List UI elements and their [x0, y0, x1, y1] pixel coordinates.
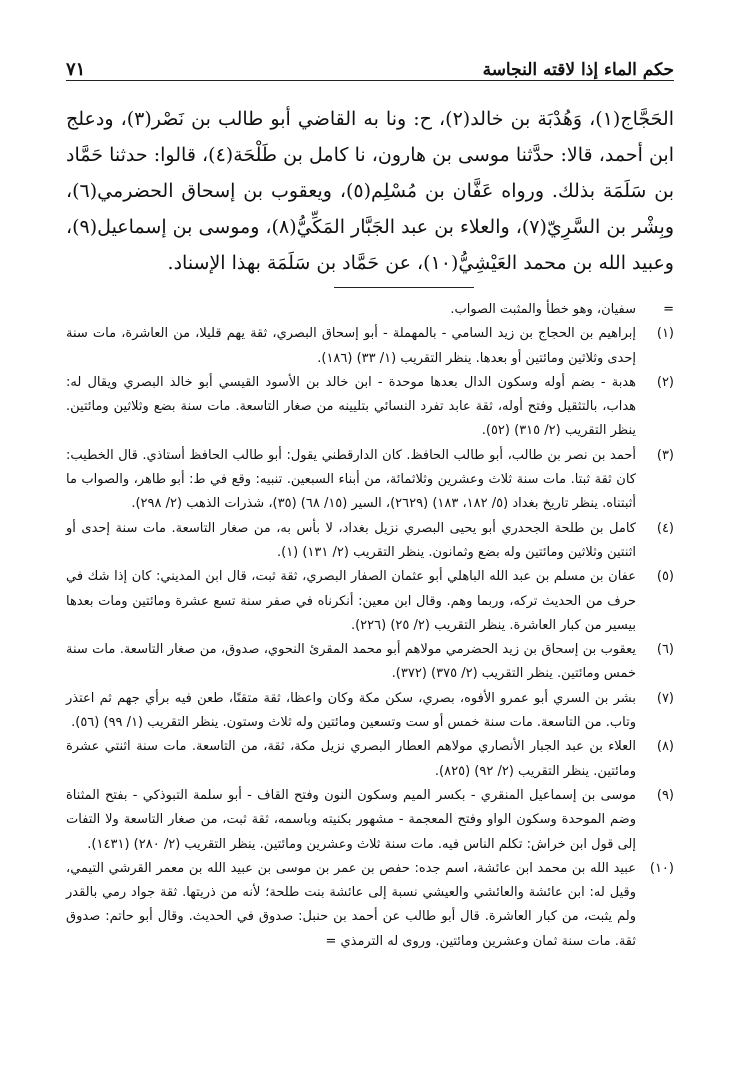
footnote-text: العلاء بن عبد الجبار الأنصاري مولاهم العطار البصري نزيل مكة، ثقة، من التاسعة. مات سنة اثنتي عشرة ومائتين. ينظر التقريب (٢/ ٩٢) (٨٢٥). [66, 739, 636, 779]
page-number: ٧١ [66, 59, 86, 80]
footnote-text: أحمد بن نصر بن طالب، أبو طالب الحافظ. كان الدارقطني يقول: أبو طالب الحافظ أستاذي. قال الخطيب: كان ثقة ثبتا. مات سنة ثلاث وعشرين وثلاثمائة، من أبناء السبعين. تنبيه: وقع في ط: أبو طاهر، والصواب ما أثبتناه. ينظر تاريخ بغداد (٥/ ١٨٢، ١٨٣) (٢٦٢٩)، السير (١٥/ ٦٨) (٣٥)، شذرات الذهب (٢/ ٢٩٨). [66, 447, 636, 512]
footnote-text: يعقوب بن إسحاق بن زيد الحضرمي مولاهم أبو محمد المقرئ النحوي، صدوق، من صغار التاسعة. مات سنة خمس ومائتين. ينظر التقريب (٢/ ٣٧٥) (٣٧٢). [66, 642, 636, 682]
footnote-3 [66, 444, 674, 517]
footnote-7 [66, 687, 674, 736]
footnote-8 [66, 735, 674, 784]
running-header [66, 44, 674, 81]
footnotes [66, 298, 674, 954]
footnote-text: بشر بن السري أبو عمرو الأفوه، بصري، سكن مكة وكان واعظا، ثقة متقنًا، طعن فيه برأي جهم ثم اعتذر وتاب. من التاسعة. مات سنة خمس أو ست وتسعين ومائتين وله ثلاث وستون. ينظر التقريب (١/ ٩٩) (٥٦). [66, 690, 636, 731]
footnote-9 [66, 784, 674, 857]
footnote-number: (١٠) [649, 860, 674, 876]
header-title: حكم الماء إذا لاقته النجاسة [482, 60, 674, 80]
main-text: الحَجَّاج(١)، وَهُدْبَة بن خالد(٢)، ح: ونا به القاضي أبو طالب بن نَصْر(٣)، ودعلج ابن أحمد، قالا: حدَّثنا موسى بن هارون، نا كامل بن طَلْحَة(٤)، قالوا: حدثنا حَمَّاد بن سَلَمَة بذلك. ورواه عَفَّان بن مُسْلِم(٥)، ويعقوب بن إسحاق الحضرمي(٦)، وبِشْر بن السَّرِيّ(٧)، والعلاء بن عبد الجَبَّار المَكِّيُّ(٨)، وموسى بن إسماعيل(٩)، وعبيد الله بن محمد العَيْشِيُّ(١٠)، عن حَمَّاد بن سَلَمَة بهذا الإسناد. [66, 108, 675, 274]
footnote-number: (٨) [656, 739, 674, 755]
footnote-1 [66, 322, 674, 371]
footnote-text: عبيد الله بن محمد ابن عائشة، اسم جده: حفص بن عمر بن موسى بن عبيد الله بن معمر القرشي التيمي، وقيل له: ابن عائشة والعائشي والعيشي نسبة إلى عائشة بنت طلحة؛ لأنه من ذريتها. ثقة جواد رمي بالقدر ولم يثبت، من كبار العاشرة. قال أبو طالب عن أحمد بن حنبل: صدوق في الحديث. وقال أبو حاتم: صدوق ثقة. مات سنة ثمان وعشرين ومائتين. وروى له الترمذي = [66, 860, 636, 949]
footnote-continuation [66, 298, 674, 322]
footnote-2 [66, 371, 674, 444]
footnote-number: (١) [656, 326, 674, 342]
footnote-6 [66, 638, 674, 687]
footnote-number: = [663, 302, 674, 317]
footnote-number: (٤) [656, 520, 674, 536]
footnote-text: هدبة - بضم أوله وسكون الدال بعدها موحدة - ابن خالد بن الأسود القيسي أبو خالد البصري ويقال له: هداب، بالتثقيل وفتح أوله، ثقة عابد تفرد النسائي بتليينه من صغار التاسعة. مات سنة بضع وثلاثين ومائتين. ينظر التقريب (٢/ ٣١٥) (٥٢). [66, 374, 636, 439]
footnote-number: (٧) [656, 690, 674, 706]
footnote-number: (٢) [656, 374, 674, 390]
footnote-5 [66, 565, 674, 638]
footnote-number: (٣) [656, 447, 674, 463]
footnote-number: (٩) [656, 787, 674, 803]
footnote-divider [334, 287, 474, 288]
footnote-text: موسى بن إسماعيل المنقري - بكسر الميم وسكون النون وفتح القاف - أبو سلمة التبوذكي - بفتح المثناة وضم الموحدة وسكون الواو وفتح المعجمة - مشهور بكنيته وباسمه، ثقة ثبت، من صغار التاسعة ولا التفات إلى قول ابن خراش: تكلم الناس فيه. مات سنة ثلاث وعشرين ومائتين. ينظر التقريب (٢/ ٢٨٠) (١٤٣١). [66, 787, 636, 852]
footnote-number: (٦) [656, 642, 674, 658]
footnote-text: إبراهيم بن الحجاج بن زيد السامي - بالمهملة - أبو إسحاق البصري، ثقة يهم قليلا، من العاشرة، مات سنة إحدى وثلاثين ومائتين أو بعدها. ينظر التقريب (١/ ٣٣) (١٨٦). [66, 326, 636, 366]
footnote-text: سفيان، وهو خطأ والمثبت الصواب. [450, 302, 636, 317]
footnote-10 [66, 857, 674, 954]
footnote-text: كامل بن طلحة الجحدري أبو يحيى البصري نزيل بغداد، لا بأس به، من صغار التاسعة. مات سنة إحدى أو اثنتين وثلاثين ومائتين وله بضع وثمانون. ينظر التقريب (٢/ ١٣١) (١). [66, 520, 636, 560]
footnote-4 [66, 517, 674, 566]
footnote-text: عفان بن مسلم بن عبد الله الباهلي أبو عثمان الصفار البصري، ثقة ثبت، قال ابن المديني: كان إذا شك في حرف من الحديث تركه، وربما وهم. وقال ابن معين: أنكرناه في صفر سنة تسع عشرة ومائتين ومات بعدها بيسير من كبار العاشرة. ينظر التقريب (٢/ ٢٥) (٢٢٦). [66, 569, 636, 633]
footnote-number: (٥) [656, 569, 674, 585]
